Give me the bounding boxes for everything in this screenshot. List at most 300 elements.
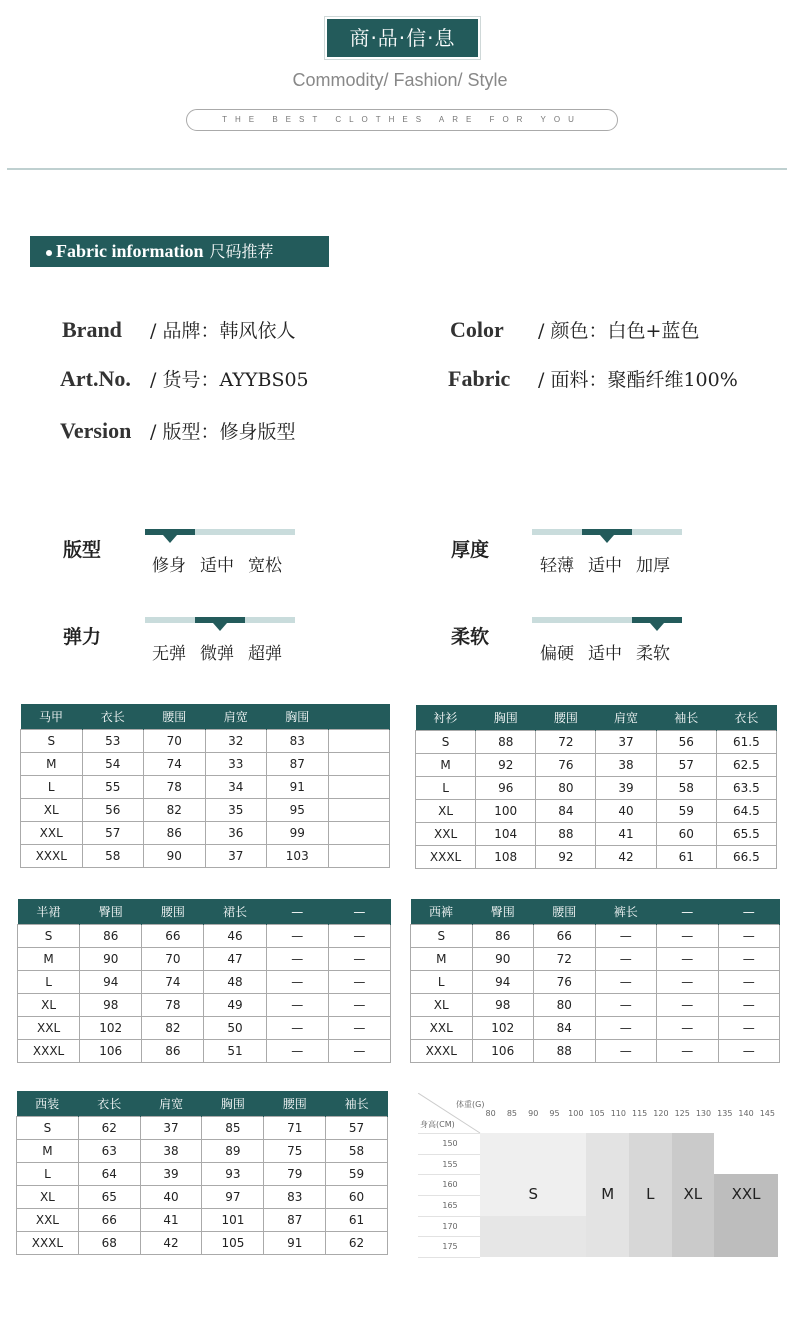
table-cell: 102 xyxy=(472,1017,534,1040)
weight-tick: 135 xyxy=(717,1109,733,1118)
table-row xyxy=(17,1232,388,1255)
table-cell: 63 xyxy=(78,1140,140,1163)
height-tick: 155 xyxy=(442,1159,458,1169)
table-cell: — xyxy=(328,925,390,948)
table-cell: 91 xyxy=(267,776,329,799)
table-cell: 66 xyxy=(142,925,204,948)
table-cell: — xyxy=(657,1017,719,1040)
attr-fabric-label: Fabric xyxy=(448,366,511,391)
table-header-cell: — xyxy=(718,899,780,925)
table-cell: XL xyxy=(21,799,83,822)
scale-thickness-pointer-icon xyxy=(600,535,614,543)
table-cell: 58 xyxy=(82,845,144,868)
table-header-cell: 肩宽 xyxy=(596,705,656,731)
table-cell: — xyxy=(657,948,719,971)
table-cell: 42 xyxy=(140,1232,202,1255)
size-table-skirt xyxy=(17,899,391,1063)
table-cell: XL xyxy=(411,994,473,1017)
table-cell: — xyxy=(266,925,328,948)
table-row xyxy=(21,776,390,799)
table-cell: — xyxy=(266,994,328,1017)
table-cell: 71 xyxy=(264,1117,326,1140)
table-cell: — xyxy=(657,1040,719,1063)
scale-softness-option: 适中 xyxy=(588,644,622,664)
scale-thickness-option: 适中 xyxy=(588,556,622,576)
table-header-cell: 衬衫 xyxy=(416,705,476,731)
chart-gridline xyxy=(418,1133,480,1134)
table-row xyxy=(416,846,777,869)
table-cell: 70 xyxy=(144,730,206,753)
table-cell: 61 xyxy=(656,846,716,869)
table-cell: — xyxy=(328,1040,390,1063)
table-cell: 101 xyxy=(202,1209,264,1232)
table-header-row xyxy=(18,899,391,925)
table-row xyxy=(411,971,780,994)
size-table-trousers xyxy=(410,899,780,1063)
table-cell: XXXL xyxy=(21,845,83,868)
table-cell: 55 xyxy=(82,776,144,799)
table-cell: 32 xyxy=(205,730,267,753)
table-cell: 76 xyxy=(536,754,596,777)
table-cell: 74 xyxy=(142,971,204,994)
table-row xyxy=(416,800,777,823)
size-label: XL xyxy=(683,1185,703,1203)
table-cell: 94 xyxy=(472,971,534,994)
weight-tick: 100 xyxy=(568,1109,584,1118)
table-cell: 105 xyxy=(202,1232,264,1255)
table-cell: 61.5 xyxy=(716,731,776,754)
table-cell: 88 xyxy=(534,1040,596,1063)
chart-gridline xyxy=(418,1257,480,1258)
table-row xyxy=(21,730,390,753)
table-row xyxy=(21,845,390,868)
table-cell: 66 xyxy=(78,1209,140,1232)
scale-thickness-options xyxy=(540,551,684,576)
table-row xyxy=(18,971,391,994)
table-header-row xyxy=(17,1091,388,1117)
table-cell: S xyxy=(18,925,80,948)
scale-fit-options xyxy=(152,551,296,576)
table-row xyxy=(416,754,777,777)
table-header-cell: 臀围 xyxy=(472,899,534,925)
table-cell: 62.5 xyxy=(716,754,776,777)
table-cell: 62 xyxy=(326,1232,388,1255)
table-cell: 36 xyxy=(205,822,267,845)
size-chart xyxy=(418,1093,778,1257)
table-row xyxy=(18,1040,391,1063)
table-cell: 37 xyxy=(596,731,656,754)
table-cell: 108 xyxy=(476,846,536,869)
height-tick: 170 xyxy=(442,1221,458,1231)
table-header-cell: 胸围 xyxy=(267,704,329,730)
size-label: XXL xyxy=(731,1185,761,1203)
section-title xyxy=(30,236,329,267)
table-header-cell: 肩宽 xyxy=(140,1091,202,1117)
table-header-cell: 衣长 xyxy=(78,1091,140,1117)
table-cell: L xyxy=(17,1163,79,1186)
table-cell: 47 xyxy=(204,948,266,971)
table-cell: — xyxy=(328,1017,390,1040)
table-cell: XXL xyxy=(17,1209,79,1232)
table-header-cell: 腰围 xyxy=(264,1091,326,1117)
table-cell: XXL xyxy=(21,822,83,845)
table-header-cell: 袖长 xyxy=(656,705,716,731)
table-cell: 84 xyxy=(534,1017,596,1040)
table-cell: — xyxy=(718,994,780,1017)
table-cell: 64.5 xyxy=(716,800,776,823)
table-cell: — xyxy=(328,971,390,994)
table-header-cell: — xyxy=(328,899,390,925)
table-cell: — xyxy=(595,1017,657,1040)
table-cell: — xyxy=(328,948,390,971)
table-cell: 53 xyxy=(82,730,144,753)
table-cell: 38 xyxy=(140,1140,202,1163)
scale-softness-options xyxy=(540,639,684,664)
table-row xyxy=(17,1186,388,1209)
table-cell: XXXL xyxy=(18,1040,80,1063)
scale-fit-option: 宽松 xyxy=(248,556,282,576)
scale-softness-option: 柔软 xyxy=(636,644,670,664)
table-cell: 75 xyxy=(264,1140,326,1163)
scale-softness-bar xyxy=(532,617,682,623)
table-cell: 82 xyxy=(144,799,206,822)
table-header-cell: 胸围 xyxy=(202,1091,264,1117)
table-row xyxy=(416,731,777,754)
table-cell: XXL xyxy=(416,823,476,846)
scale-fit-option: 修身 xyxy=(152,556,186,576)
table-cell: 63.5 xyxy=(716,777,776,800)
table-cell: 86 xyxy=(80,925,142,948)
table-cell: L xyxy=(411,971,473,994)
table-cell: 70 xyxy=(142,948,204,971)
table-cell: — xyxy=(595,971,657,994)
table-cell: — xyxy=(328,994,390,1017)
table-cell: M xyxy=(416,754,476,777)
table-header-cell: 胸围 xyxy=(476,705,536,731)
table-cell: 72 xyxy=(534,948,596,971)
section-title-cn: 尺码推荐 xyxy=(209,242,274,261)
table-cell: — xyxy=(595,948,657,971)
table-header-row xyxy=(21,704,390,730)
table-cell: 87 xyxy=(264,1209,326,1232)
table-cell: — xyxy=(266,971,328,994)
table-row xyxy=(18,925,391,948)
table-cell: 80 xyxy=(536,777,596,800)
table-cell: 50 xyxy=(204,1017,266,1040)
table-cell: 90 xyxy=(80,948,142,971)
table-header-cell: 腰围 xyxy=(534,899,596,925)
table-cell: 92 xyxy=(476,754,536,777)
table-cell: 65.5 xyxy=(716,823,776,846)
table-cell: 58 xyxy=(326,1140,388,1163)
table-header-cell: 裤长 xyxy=(595,899,657,925)
table-row xyxy=(21,753,390,776)
table-header-cell: 肩宽 xyxy=(205,704,267,730)
table-cell: 106 xyxy=(80,1040,142,1063)
table-cell: S xyxy=(21,730,83,753)
table-cell xyxy=(328,822,390,845)
table-cell: 83 xyxy=(267,730,329,753)
scale-thickness-bar xyxy=(532,529,682,535)
weight-tick: 90 xyxy=(528,1109,539,1118)
page-banner-subtitle: Commodity/ Fashion/ Style xyxy=(292,70,508,90)
attr-version-label: Version xyxy=(60,418,132,443)
weight-axis-label: 体重(G) xyxy=(456,1100,485,1109)
table-cell: 93 xyxy=(202,1163,264,1186)
table-row xyxy=(411,1017,780,1040)
table-cell: 76 xyxy=(534,971,596,994)
table-cell: — xyxy=(595,994,657,1017)
table-cell: 104 xyxy=(476,823,536,846)
table-cell: 41 xyxy=(596,823,656,846)
table-cell: 37 xyxy=(205,845,267,868)
table-cell: 85 xyxy=(202,1117,264,1140)
table-cell: XXXL xyxy=(416,846,476,869)
table-row xyxy=(17,1140,388,1163)
table-cell: — xyxy=(266,1017,328,1040)
attr-brand-label: Brand xyxy=(62,317,122,342)
attr-color-label: Color xyxy=(450,317,504,342)
scale-softness-option: 偏硬 xyxy=(540,644,574,664)
table-cell: 58 xyxy=(656,777,716,800)
table-header-cell: 腰围 xyxy=(536,705,596,731)
table-row xyxy=(17,1163,388,1186)
attr-brand xyxy=(62,316,295,343)
scale-elasticity-option: 微弹 xyxy=(200,644,234,664)
table-cell xyxy=(328,799,390,822)
table-row xyxy=(411,1040,780,1063)
scale-thickness-option: 加厚 xyxy=(636,556,670,576)
size-table-vest xyxy=(20,704,390,868)
table-cell: 56 xyxy=(82,799,144,822)
table-cell: 57 xyxy=(326,1117,388,1140)
table-row xyxy=(18,994,391,1017)
table-cell: 106 xyxy=(472,1040,534,1063)
size-label: S xyxy=(528,1185,538,1203)
table-cell: 90 xyxy=(472,948,534,971)
table-cell: 34 xyxy=(205,776,267,799)
table-cell: 41 xyxy=(140,1209,202,1232)
table-header-cell: 西装 xyxy=(17,1091,79,1117)
table-header-cell: — xyxy=(657,899,719,925)
scale-fit-pointer-icon xyxy=(163,535,177,543)
table-cell: 87 xyxy=(267,753,329,776)
attr-color xyxy=(450,316,699,343)
scale-softness-pointer-icon xyxy=(650,623,664,631)
table-cell: XXL xyxy=(411,1017,473,1040)
table-cell: 49 xyxy=(204,994,266,1017)
table-cell: S xyxy=(416,731,476,754)
height-tick: 150 xyxy=(442,1139,458,1148)
table-header-cell: 半裙 xyxy=(18,899,80,925)
table-cell: 72 xyxy=(536,731,596,754)
height-tick: 165 xyxy=(442,1201,458,1210)
table-cell: XXL xyxy=(18,1017,80,1040)
table-cell: — xyxy=(657,994,719,1017)
attr-version xyxy=(60,417,295,444)
table-cell xyxy=(328,730,390,753)
table-cell: 88 xyxy=(476,731,536,754)
table-cell: 66.5 xyxy=(716,846,776,869)
table-row xyxy=(21,822,390,845)
table-cell: XL xyxy=(18,994,80,1017)
table-row xyxy=(17,1117,388,1140)
table-cell: 39 xyxy=(140,1163,202,1186)
table-header-cell: — xyxy=(266,899,328,925)
table-cell: L xyxy=(21,776,83,799)
table-cell: 37 xyxy=(140,1117,202,1140)
table-cell: — xyxy=(718,1040,780,1063)
size-band xyxy=(480,1216,586,1257)
table-cell: 48 xyxy=(204,971,266,994)
scale-elasticity-bar xyxy=(145,617,295,623)
table-cell: — xyxy=(657,925,719,948)
weight-tick: 125 xyxy=(674,1109,690,1118)
table-cell: — xyxy=(266,948,328,971)
scale-fit-bar xyxy=(145,529,295,535)
table-cell: 60 xyxy=(656,823,716,846)
table-cell: — xyxy=(718,948,780,971)
table-cell: M xyxy=(18,948,80,971)
table-row xyxy=(18,948,391,971)
table-cell: XXXL xyxy=(411,1040,473,1063)
table-cell: — xyxy=(718,925,780,948)
header-divider xyxy=(7,168,787,170)
table-cell: 74 xyxy=(144,753,206,776)
weight-tick: 95 xyxy=(549,1109,560,1118)
height-tick: 160 xyxy=(442,1180,458,1190)
table-cell: 33 xyxy=(205,753,267,776)
scale-thickness-option: 轻薄 xyxy=(540,556,574,576)
table-cell: XL xyxy=(17,1186,79,1209)
table-cell: 79 xyxy=(264,1163,326,1186)
section-title-en: Fabric information xyxy=(56,241,204,261)
height-axis-label: 身高(CM) xyxy=(420,1120,455,1129)
table-row xyxy=(18,1017,391,1040)
table-cell: M xyxy=(17,1140,79,1163)
table-cell: 86 xyxy=(142,1040,204,1063)
chart-gridline xyxy=(418,1174,480,1175)
table-header-cell: 裙长 xyxy=(204,899,266,925)
table-header-cell: 衣长 xyxy=(716,705,776,731)
weight-tick: 145 xyxy=(759,1109,775,1118)
scale-elasticity-option: 超弹 xyxy=(248,644,282,664)
table-cell: 84 xyxy=(536,800,596,823)
table-cell: 88 xyxy=(536,823,596,846)
table-header-cell: 臀围 xyxy=(80,899,142,925)
table-cell: 65 xyxy=(78,1186,140,1209)
table-cell: M xyxy=(411,948,473,971)
table-row xyxy=(411,994,780,1017)
attr-artno xyxy=(60,365,309,392)
table-cell: L xyxy=(416,777,476,800)
table-cell: 90 xyxy=(144,845,206,868)
table-cell: 80 xyxy=(534,994,596,1017)
tagline-pill: THE BEST CLOTHES ARE FOR YOU xyxy=(186,109,618,131)
table-cell: 61 xyxy=(326,1209,388,1232)
weight-tick: 105 xyxy=(589,1109,605,1118)
table-cell: 51 xyxy=(204,1040,266,1063)
table-cell: 62 xyxy=(78,1117,140,1140)
table-cell: M xyxy=(21,753,83,776)
table-cell: 56 xyxy=(656,731,716,754)
table-cell: — xyxy=(718,1017,780,1040)
table-cell: XXXL xyxy=(17,1232,79,1255)
attr-color-value: / 颜色：白色+蓝色 xyxy=(538,320,700,342)
table-header-cell: 腰围 xyxy=(142,899,204,925)
table-cell: 57 xyxy=(656,754,716,777)
table-cell: — xyxy=(718,971,780,994)
table-cell: 95 xyxy=(267,799,329,822)
table-cell: 59 xyxy=(656,800,716,823)
scale-elasticity-pointer-icon xyxy=(213,623,227,631)
table-cell: 40 xyxy=(140,1186,202,1209)
table-cell: 102 xyxy=(80,1017,142,1040)
attr-fabric xyxy=(448,365,738,392)
table-cell: 64 xyxy=(78,1163,140,1186)
table-cell: 40 xyxy=(596,800,656,823)
table-cell: 92 xyxy=(536,846,596,869)
table-cell: 94 xyxy=(80,971,142,994)
table-row xyxy=(17,1209,388,1232)
bullet-icon xyxy=(46,250,52,256)
size-table-shirt xyxy=(415,705,777,869)
table-header-cell: 西裤 xyxy=(411,899,473,925)
table-cell xyxy=(328,753,390,776)
attr-brand-value: / 品牌：韩风依人 xyxy=(150,320,296,342)
table-header-cell: 腰围 xyxy=(144,704,206,730)
table-cell: 35 xyxy=(205,799,267,822)
table-cell: 86 xyxy=(144,822,206,845)
attr-artno-value: / 货号：AYYBS05 xyxy=(150,369,309,391)
chart-gridline xyxy=(418,1216,480,1217)
scale-fit-option: 适中 xyxy=(200,556,234,576)
table-cell: 100 xyxy=(476,800,536,823)
table-header-cell: 马甲 xyxy=(21,704,83,730)
scale-fit-title: 版型 xyxy=(63,539,102,561)
table-cell: 38 xyxy=(596,754,656,777)
table-row xyxy=(416,823,777,846)
table-cell: 89 xyxy=(202,1140,264,1163)
attr-fabric-value: / 面料：聚酯纤维100% xyxy=(538,369,738,391)
table-cell: 46 xyxy=(204,925,266,948)
weight-tick: 85 xyxy=(506,1109,518,1118)
table-cell: — xyxy=(657,971,719,994)
table-cell: S xyxy=(411,925,473,948)
table-header-cell xyxy=(328,704,390,730)
table-row xyxy=(416,777,777,800)
table-cell: 98 xyxy=(472,994,534,1017)
size-table-suit xyxy=(16,1091,388,1255)
weight-tick: 120 xyxy=(653,1109,669,1118)
attr-artno-label: Art.No. xyxy=(60,366,131,391)
scale-elasticity-title: 弹力 xyxy=(63,626,102,648)
table-cell: 59 xyxy=(326,1163,388,1186)
page-banner-title: 商·品·信·息 xyxy=(327,19,478,57)
table-cell: 60 xyxy=(326,1186,388,1209)
table-cell: 86 xyxy=(472,925,534,948)
weight-tick: 115 xyxy=(632,1109,648,1118)
size-label: L xyxy=(646,1185,655,1203)
table-header-cell: 袖长 xyxy=(326,1091,388,1117)
weight-tick: 140 xyxy=(738,1109,754,1118)
table-cell: 97 xyxy=(202,1186,264,1209)
table-cell: 83 xyxy=(264,1186,326,1209)
table-header-cell: 衣长 xyxy=(82,704,144,730)
table-cell: 78 xyxy=(142,994,204,1017)
table-cell: 82 xyxy=(142,1017,204,1040)
weight-tick: 130 xyxy=(695,1109,712,1118)
